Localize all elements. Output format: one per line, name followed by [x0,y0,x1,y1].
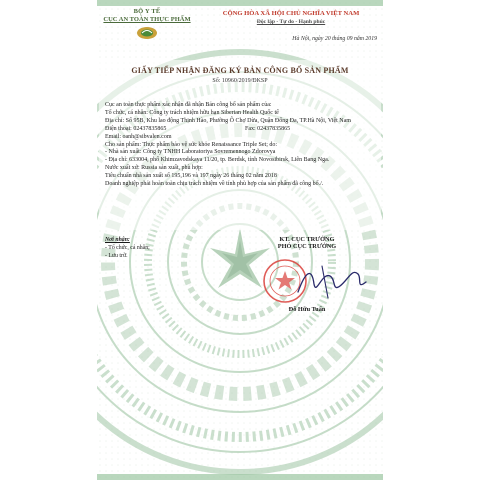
recipients-block [105,236,225,260]
nation-header [201,10,381,25]
body-line: - Nhà sản xuất: Công ty TNHH Laboratoriya Sovremennogo Zdorovya [105,149,276,156]
department-name: CỤC AN TOÀN THỰC PHẨM [103,16,191,23]
body-line: Địa chỉ: Số 95B, Khu lao động Thịnh Hào, Phường Ô Chợ Dừa, Quận Đống Đa, TP.Hà Nội, Việt Nam [105,117,351,124]
document-number: Số: 10960/2019/ĐKSP [212,78,268,84]
signer-role-primary: KT. CỤC TRƯỞNG [279,236,335,243]
phone-number: Điện thoại: 02437835865 [105,125,167,132]
body-line: Cục an toàn thực phẩm xác nhận đã nhận Bản công bố sản phẩm của: [105,102,272,108]
body-line: Tổ chức, cá nhân: Công ty trách nhiệm hữu hạn Siberian Health Quốc tế [105,109,279,116]
ministry-name: BỘ Y TẾ [133,8,161,15]
body-line: Nước xuất xứ: Russia sản xuất, phù hợp: [105,165,203,172]
signer-name: Đỗ Hữu Tuấn [288,306,326,313]
certificate-body [105,102,379,189]
signer-role-deputy: PHÓ CỤC TRƯỞNG [277,243,337,250]
nation-name: CỘNG HÒA XÃ HỘI CHỦ NGHĨA VIỆT NAM [222,10,360,17]
recipient-item: - Tổ chức, cá nhân; [105,245,150,251]
certificate-page [97,0,383,480]
department-logo-icon [136,26,158,40]
issuer-header [101,8,193,40]
handwritten-signature-icon [292,262,372,302]
recipient-item: - Lưu trữ. [105,253,128,259]
body-line: - Địa chỉ: 633004, phố Khimzavodskaya 11/20, tp. Berdsk, tỉnh Novosibirsk, Liên Bang Nga. [105,157,330,164]
signature-block [237,236,377,250]
recipients-label: Nơi nhận: [105,237,130,243]
contact-line [105,126,379,134]
document-title: GIẤY TIẾP NHẬN ĐĂNG KÝ BẢN CÔNG BỐ SẢN PHẨM [131,66,349,75]
fax-number: Fax: 02437835865 [245,125,291,132]
body-line: Doanh nghiệp phải hoàn toàn chịu trách nhiệm về tính phù hợp của sản phẩm đã công bố./. [105,181,324,188]
body-line: Email: oanh@sibvalen.com [105,133,172,140]
body-line: Cho sản phẩm: Thực phẩm bảo vệ sức khỏe Renaissance Triple Set; do: [105,141,278,148]
issue-date: Hà Nội, ngày 20 tháng 09 năm 2019 [292,36,377,42]
body-line: Tiêu chuẩn nhà sản xuất số 195,196 và 197 ngày 26 tháng 02 năm 2018 [105,173,277,180]
national-motto: Độc lập - Tự do - Hạnh phúc [256,19,326,25]
